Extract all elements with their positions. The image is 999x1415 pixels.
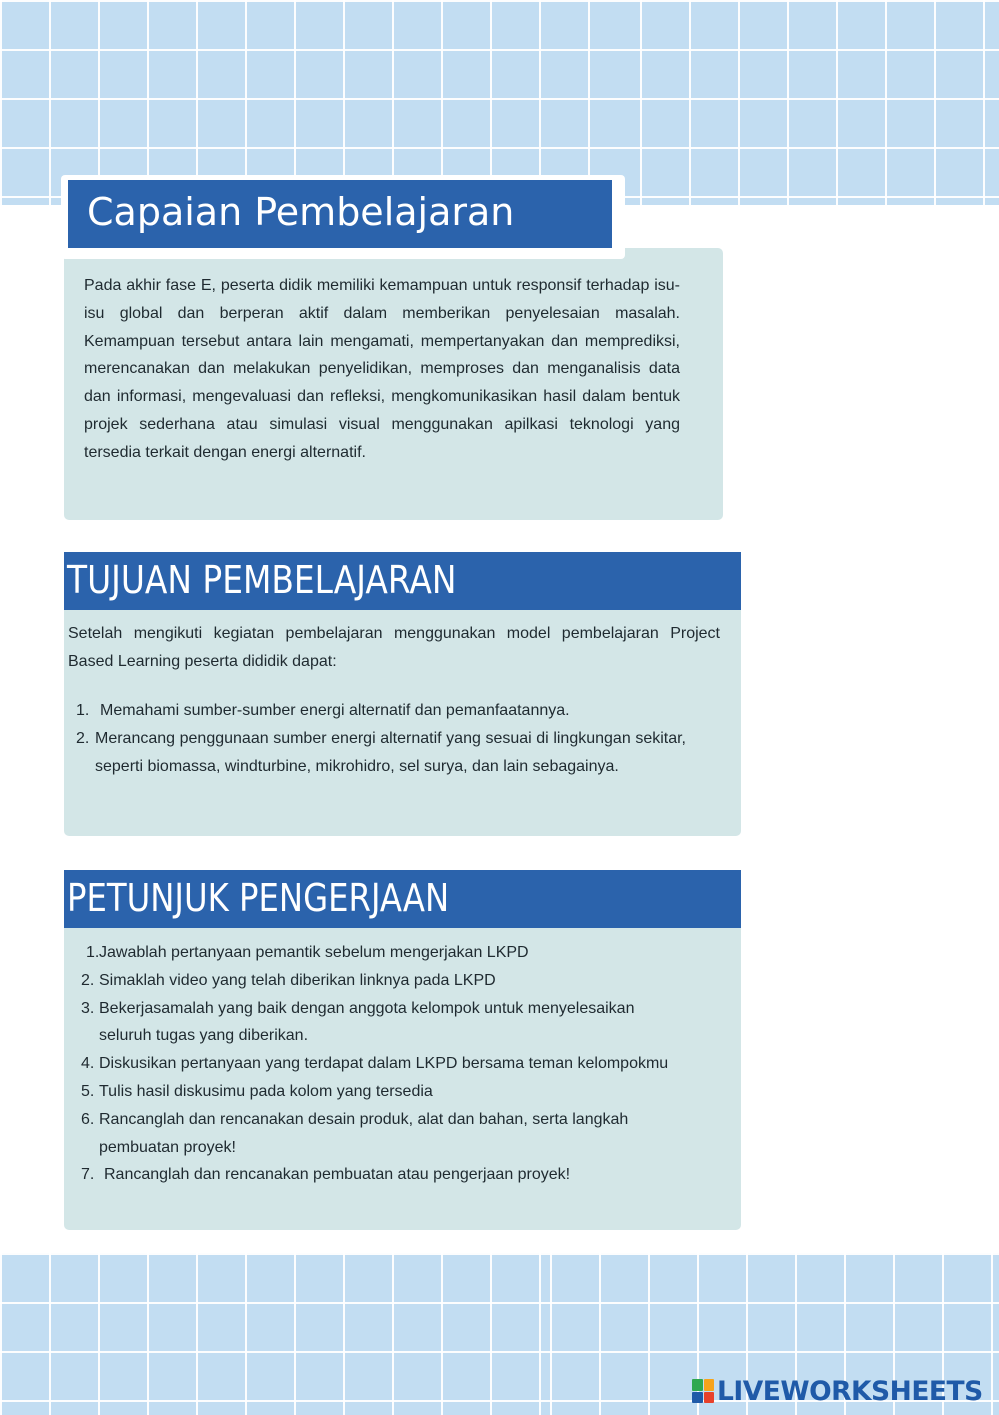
petunjuk-list: [76, 939, 686, 1189]
list-item: [76, 1050, 674, 1078]
list-item-number: 1.: [86, 944, 100, 961]
list-item: [76, 1106, 679, 1162]
list-item-text: Rancanglah dan rencanakan desain produk, alat dan bahan, serta langkah pembuatan proyek!: [99, 1110, 629, 1156]
list-item-number: 4.: [81, 1055, 95, 1073]
list-item: [76, 967, 686, 995]
grid-tile-background-top-right: [630, 0, 999, 205]
tujuan-title: [64, 552, 741, 610]
list-item: [76, 697, 686, 725]
list-item-text: Jawablah pertanyaan pemantik sebelum mengerjakan LKPD: [99, 944, 529, 961]
grid-tile-background-bottom: [0, 1253, 545, 1415]
list-item: [76, 725, 686, 781]
list-item-number: 7.: [81, 1166, 95, 1184]
petunjuk-title-text: PETUNJUK PENGERJAAN: [67, 876, 450, 920]
list-item-number: 1.: [76, 702, 90, 719]
petunjuk-title: [64, 870, 741, 928]
list-item-text: Memahami sumber-sumber energi alternatif dan pemanfaatannya.: [100, 702, 570, 719]
capaian-title: [68, 180, 612, 248]
list-item: [76, 939, 686, 967]
capaian-title-text: Capaian Pembelajaran: [87, 190, 515, 234]
list-item-text: Merancang penggunaan sumber energi alternatif yang sesuai di lingkungan sekitar, seperti biomassa, windturbine, mikrohidro, sel surya, dan lain sebagainya.: [95, 729, 686, 775]
tujuan-list: [76, 697, 686, 780]
tujuan-title-text: TUJUAN PEMBELAJARAN: [67, 558, 457, 602]
list-item-text: Bekerjasamalah yang baik dengan anggota kelompok untuk menyelesaikan seluruh tugas yang diberikan.: [99, 999, 635, 1045]
liveworksheets-logo[interactable]: [692, 1376, 983, 1406]
tujuan-intro: Setelah mengikuti kegiatan pembelajaran menggunakan model pembelajaran Project Based Learning peserta dididik dapat:: [68, 625, 720, 670]
list-item-number: 6.: [81, 1110, 95, 1128]
list-item-number: 2.: [76, 729, 90, 747]
list-item-text: Simaklah video yang telah diberikan linknya pada LKPD: [99, 971, 496, 989]
list-item-number: 3.: [81, 999, 95, 1017]
liveworksheets-logo-text: LIVEWORKSHEETS: [717, 1375, 983, 1407]
list-item-text: Diskusikan pertanyaan yang terdapat dalam LKPD bersama teman kelompokmu: [99, 1055, 669, 1073]
capaian-text: Pada akhir fase E, peserta didik memiliki kemampuan untuk responsif terhadap isu-isu global dan berperan aktif dalam memberikan penyelesaian masalah. Kemampuan tersebut antara lain mengamati, mempertanyakan dan memprediksi, merencanakan dan melakukan penyelidikan, memproses dan menganalisis data dan informasi, mengevaluasi dan refleksi, mengkomunikasikan hasil dalam bentuk projek sederhana atau simulasi visual menggunakan apilkasi teknologi yang tersedia terkait dengan energi alternatif.: [84, 277, 680, 461]
list-item-text: Rancanglah dan rencanakan pembuatan atau pengerjaan proyek!: [104, 1166, 571, 1184]
list-item-number: 5.: [81, 1082, 95, 1100]
list-item-number: 2.: [81, 971, 95, 989]
list-item: [76, 995, 639, 1051]
list-item-text: Tulis hasil diskusimu pada kolom yang tersedia: [99, 1082, 433, 1100]
liveworksheets-logo-icon: [692, 1379, 714, 1403]
list-item: [76, 1161, 686, 1189]
list-item: [76, 1078, 686, 1106]
